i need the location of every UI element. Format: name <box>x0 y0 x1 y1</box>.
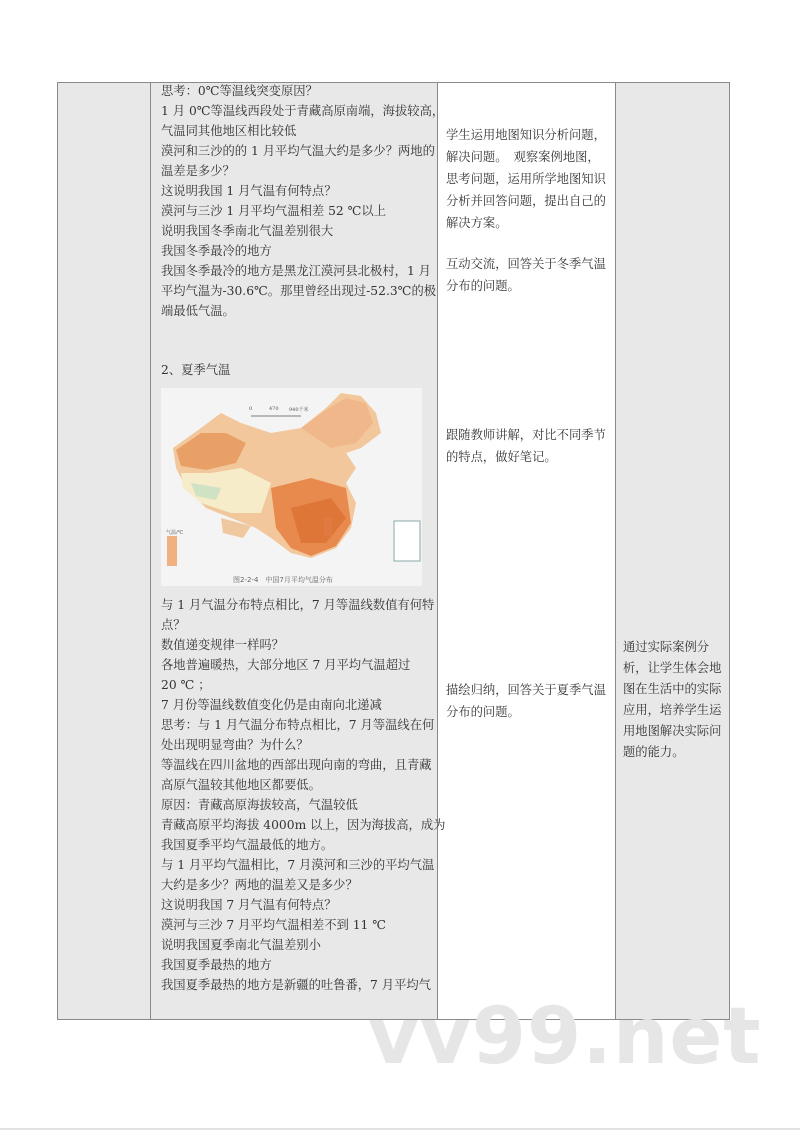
design-intent <box>623 637 721 763</box>
text-line: 互动交流，回答关于冬季气温 <box>446 257 606 271</box>
text-line: 的特点，做好笔记。 <box>446 450 557 464</box>
student-activity-4 <box>446 679 606 723</box>
text-line: 20 ℃ ； <box>161 678 211 692</box>
text-line: 跟随教师讲解，对比不同季节 <box>446 428 606 442</box>
text-line: 思考问题，运用所学地图知识 <box>446 172 606 186</box>
map-scale-940: 940千米 <box>289 407 309 413</box>
map-scale-470: 470 <box>269 406 279 412</box>
text-line: 各地普遍暖热，大部分地区 7 月平均气温超过 <box>161 658 411 672</box>
text-line: 应用，培养学生运 <box>623 703 722 717</box>
text-line: 我国冬季最冷的地方是黑龙江漠河县北极村，1 月 <box>161 264 431 278</box>
page-divider <box>0 1128 800 1130</box>
map-caption: 图2-2-4 中国7月平均气温分布 <box>233 576 333 584</box>
text-line: 气温同其他地区相比较低 <box>161 124 297 138</box>
text-line: 大约是多少？两地的温差又是多少？ <box>161 878 358 892</box>
text-line: 图在生活中的实际 <box>623 682 722 696</box>
text-line: 1 月 0℃等温线西段处于青藏高原南端，海拔较高， <box>161 104 445 118</box>
table-col-design-intent <box>615 82 730 1020</box>
winter-text <box>161 81 444 321</box>
text-line: 漠河和三沙的的 1 月平均气温大约是多少？两地的 <box>161 144 435 158</box>
summer-text <box>161 595 445 995</box>
map-scale-0: 0 <box>249 406 253 412</box>
text-line: 点？ <box>161 618 186 632</box>
text-line: 温差是多少？ <box>161 164 235 178</box>
student-activity-1 <box>446 124 606 234</box>
text-line: 我国夏季最热的地方 <box>161 958 272 972</box>
text-line: 漠河与三沙 1 月平均气温相差 52 ℃以上 <box>161 204 387 218</box>
text-line: 处出现明显弯曲？为什么？ <box>161 738 309 752</box>
text-line: 7 月份等温线数值变化仍是由南向北递减 <box>161 698 382 712</box>
text-line: 与 1 月平均气温相比，7 月漠河和三沙的平均气温 <box>161 858 435 872</box>
section-title-text: 2、夏季气温 <box>161 363 231 377</box>
text-line: 数值递变规律一样吗？ <box>161 638 284 652</box>
text-line: 思考：0℃等温线突变原因？ <box>161 84 318 98</box>
text-line: 我国夏季平均气温最低的地方。 <box>161 838 334 852</box>
text-line: 青藏高原平均海拔 4000m 以上，因为海拔高，成为 <box>161 818 446 832</box>
text-line: 我国夏季最热的地方是新疆的吐鲁番，7 月平均气 <box>161 978 431 992</box>
text-line: 等温线在四川盆地的西部出现向南的弯曲，且青藏 <box>161 758 432 772</box>
text-line: 漠河与三沙 7 月平均气温相差不到 11 ℃ <box>161 918 387 932</box>
map-legend-title: 气温/℃ <box>166 530 184 536</box>
text-line: 题的能力。 <box>623 745 685 759</box>
text-line: 析，让学生体会地 <box>623 661 722 675</box>
text-line: 高原气温较其他地区都要低。 <box>161 778 321 792</box>
text-line: 这说明我国 7 月气温有何特点？ <box>161 898 337 912</box>
text-line: 解决方案。 <box>446 216 508 230</box>
text-line: 描绘归纳，回答关于夏季气温 <box>446 683 606 697</box>
text-line: 端最低气温。 <box>161 304 235 318</box>
china-july-temperature-map <box>161 388 422 586</box>
text-line: 平均气温为-30.6℃。那里曾经出现过-52.3℃的极 <box>161 284 437 298</box>
text-line: 原因：青藏高原海拔较高，气温较低 <box>161 798 358 812</box>
text-line: 分析并回答问题，提出自己的 <box>446 194 606 208</box>
text-line: 说明我国冬季南北气温差别很大 <box>161 224 334 238</box>
text-line: 解决问题。 观察案例地图， <box>446 150 600 164</box>
text-line: 通过实际案例分 <box>623 640 710 654</box>
text-line: 这说明我国 1 月气温有何特点？ <box>161 184 337 198</box>
text-line: 用地图解决实际问 <box>623 724 722 738</box>
text-line: 学生运用地图知识分析问题， <box>446 128 606 142</box>
text-line: 我国冬季最冷的地方 <box>161 244 272 258</box>
student-activity-3 <box>446 424 606 468</box>
student-activity-2 <box>446 253 606 297</box>
watermark: vv99.net <box>368 992 762 1082</box>
text-line: 与 1 月气温分布特点相比，7 月等温线数值有何特 <box>161 598 435 612</box>
text-line: 分布的问题。 <box>446 279 520 293</box>
text-line: 思考：与 1 月气温分布特点相比，7 月等温线在何 <box>161 718 435 732</box>
text-line: 分布的问题。 <box>446 705 520 719</box>
section-title <box>161 360 230 380</box>
table-col-1 <box>57 82 151 1020</box>
text-line: 说明我国夏季南北气温差别小 <box>161 938 321 952</box>
map-image <box>161 388 422 586</box>
